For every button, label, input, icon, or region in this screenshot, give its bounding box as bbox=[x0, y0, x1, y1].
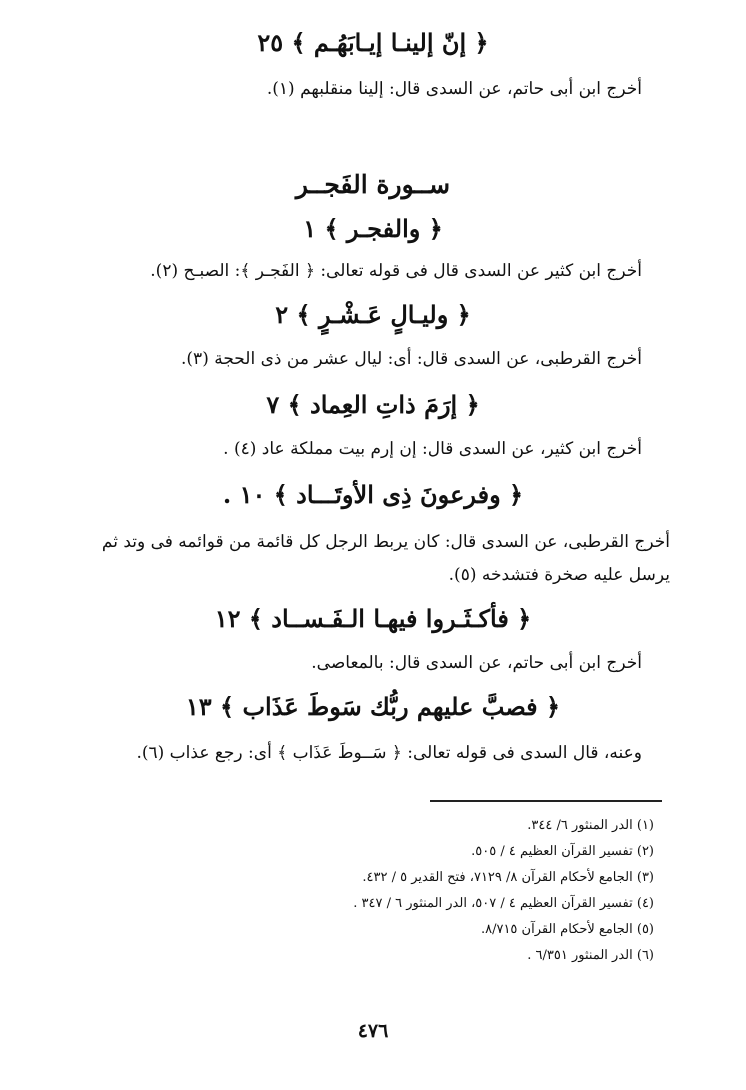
verse-heading-12: ﴿ فأكـثَـروا فيهـا الـفَـســاد ﴾ ١٢ bbox=[214, 604, 532, 633]
commentary-verse-25: أخرج ابن أبى حاتم، عن السدى قال: إلينا منقلبهم (١). bbox=[266, 79, 642, 99]
verse-heading-13: ﴿ فصبَّ عليهم ربُّك سَوطَ عَذَاب ﴾ ١٣ bbox=[185, 692, 561, 721]
commentary-verse-2: أخرج القرطبى، عن السدى قال: أى: ليال عشر من ذى الحجة (٣). bbox=[181, 349, 642, 369]
verse-heading-10: ﴿ وفرعونَ ذِى الأوتَـــاد ﴾ ١٠ . bbox=[222, 480, 524, 509]
commentary-verse-13: وعنه، قال السدى فى قوله تعالى: ﴿ سَــوطَ عَذَاب ﴾ أى: رجع عذاب (٦). bbox=[136, 743, 642, 763]
footnote-4: (٤) تفسير القرآن العظيم ٤ / ٥٠٧، الدر المنثور ٦ / ٣٤٧ . bbox=[353, 896, 654, 911]
commentary-verse-7: أخرج ابن كثير، عن السدى قال: إن إرم بيت مملكة عاد (٤) . bbox=[223, 439, 642, 459]
verse-heading-2: ﴿ وليـالٍ عَـشْـرٍ ﴾ ٢ bbox=[275, 300, 471, 329]
verse-heading-25: ﴿ إنّ إلينـا إيـابَهُـم ﴾ ٢٥ bbox=[257, 28, 489, 57]
footnote-1: (١) الدر المنثور ٦/ ٣٤٤. bbox=[527, 818, 654, 833]
verse-heading-1: ﴿ والفجـر ﴾ ١ bbox=[303, 214, 443, 243]
commentary-verse-1: أخرج ابن كثير عن السدى قال فى قوله تعالى: ﴿ الفَجـر ﴾: الصبـح (٢). bbox=[150, 261, 642, 281]
footnote-3: (٣) الجامع لأحكام القرآن ٨/ ٧١٢٩، فتح القدير ٥ / ٤٣٢. bbox=[362, 870, 654, 885]
footnote-divider bbox=[430, 800, 662, 802]
commentary-verse-12: أخرج ابن أبى حاتم، عن السدى قال: بالمعاصى. bbox=[311, 653, 642, 673]
sura-title: ســورة الفَجــر bbox=[295, 170, 451, 199]
commentary-verse-10: أخرج القرطبى، عن السدى قال: كان يربط الرجل كل قائمة من قوائمه فى وتد ثم يرسل عليه صخرة فتشدخه (٥). bbox=[101, 532, 670, 585]
footnote-5: (٥) الجامع لأحكام القرآن ٨/٧١٥. bbox=[480, 922, 654, 937]
footnote-6: (٦) الدر المنثور ٦/٣٥١ . bbox=[527, 948, 654, 963]
footnote-2: (٢) تفسير القرآن العظيم ٤ / ٥٠٥. bbox=[471, 844, 654, 859]
verse-heading-7: ﴿ إرَمَ ذاتِ العِماد ﴾ ٧ bbox=[266, 390, 480, 419]
page-number: ٤٧٦ bbox=[357, 1020, 389, 1042]
